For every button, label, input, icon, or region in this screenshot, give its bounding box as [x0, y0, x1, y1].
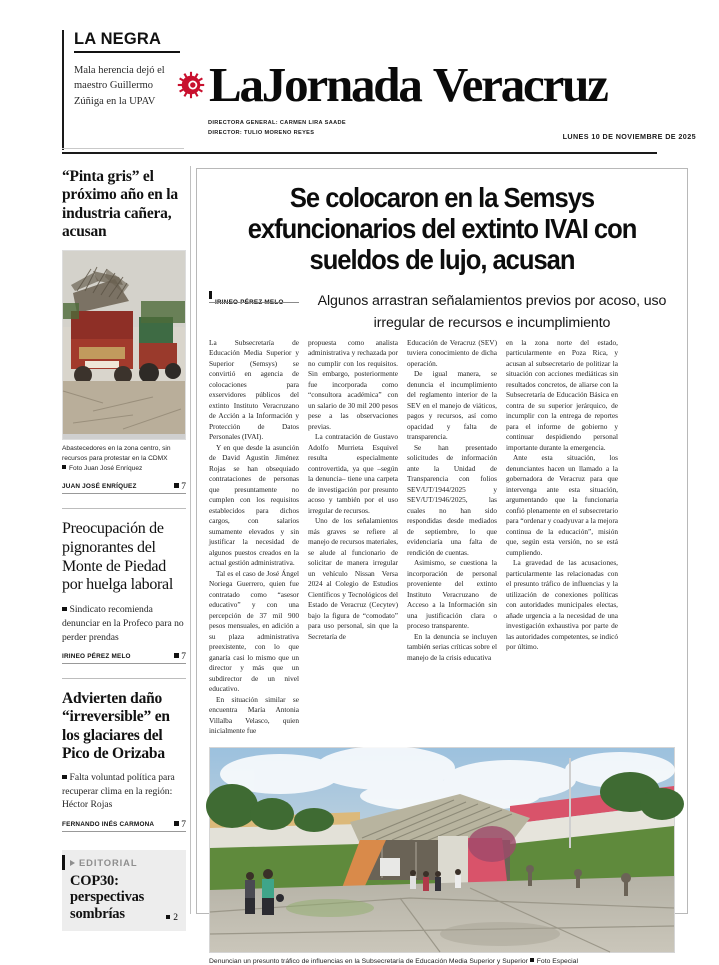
main-photo-caption: [209, 958, 675, 965]
brand-la: La: [209, 57, 262, 112]
sidebar-story-monte-de-piedad[interactable]: [62, 520, 186, 666]
brand-row: [176, 57, 696, 112]
sidebar-story3-byline: FERNANDO INÉS CARMONA: [62, 821, 155, 829]
byline-rule: [62, 663, 186, 664]
lead-row: [209, 291, 675, 334]
sidebar-story2-bullet-text: Sindicato recomienda denunciar en la Profeco para no perder prendas: [62, 604, 184, 643]
page-bullet-icon: [174, 483, 179, 488]
brand-veracruz: Veracruz: [432, 57, 607, 112]
main-photo-caption-text: Denuncian un presunto tráfico de influencias en la Subsecretaría de Educación Media Superior y Superior: [209, 957, 528, 965]
kicker-block[interactable]: [62, 30, 182, 109]
sidebar-story2-bullet: [62, 603, 186, 644]
page-bullet-icon: [174, 821, 179, 826]
sidebar-story1-credit: Foto Juan José Enríquez: [69, 464, 143, 472]
brand-wordmark: [209, 57, 607, 112]
bullet-square-icon: [62, 607, 67, 612]
bullet-square-icon: [62, 465, 66, 469]
dateline: LUNES 10 DE NOVIEMBRE DE 2025: [562, 132, 696, 141]
byline-rule: [209, 302, 299, 303]
sidebar-divider-2: [62, 678, 186, 679]
kicker-deck: Mala herencia dejó el maestro Guillermo Zúñiga en la UPAV: [74, 65, 165, 107]
sidebar-story-glaciares[interactable]: [62, 690, 186, 834]
article-body-1: La Subsecretaría de Educación Media Superior y Superior (Semsys) se convirtió en agencia de colocaciones para exservidores públicos del extinto Instituto Veracruzano de Acción a la Información y Protección de Datos Personales (IVAI). Y en que desde la asunción de David Agustín Jiménez Rojas se han obsequiado contrataciones de personas que presuntamente no cumplen con los requisitos establecidos para dichos cargos, con salarios sumamente elevados y sin justificar la necesidad de algunos puestos creados en la actual gestión administrativa. Tal es el caso de José Ángel Noriega Guerrero, quien fue contratado como “asesor educativo” y con una percepción de 37 mil 900 pesos mensuales, en adición a su plaza administrativa preexistente, con lo que ganaría casi lo mismo que un director y más que un subdirector de un nivel educativo. En situación similar se encuentra María Antonia Villalba Velasco, quien inicialmente fue: [209, 337, 299, 736]
sidebar: [62, 168, 186, 931]
sidebar-story1-caption-text: Abastecedores en la zona centro, sin recursos para protestar en la CDMX: [62, 445, 171, 463]
sidebar-story2-headline: Preocupación de pignorantes del Monte de Piedad por huelga laboral: [62, 519, 173, 594]
page-bullet-icon: [174, 653, 179, 658]
bullet-square-icon: [530, 958, 534, 962]
credit-director-general: DIRECTORA GENERAL: CARMEN LIRA SAADE: [208, 120, 346, 126]
page-number: 2: [173, 912, 178, 923]
editorial-tag: [70, 857, 178, 868]
article-column-4: [506, 338, 618, 737]
byline-rule: [62, 831, 186, 832]
sidebar-story3-bullet-text: Falta voluntad política para recuperar clima en la región: Héctor Rojas: [62, 772, 175, 811]
sidebar-story2-page[interactable]: [174, 652, 186, 662]
masthead-rule: [62, 152, 657, 154]
brand-jornada: Jornada: [261, 57, 421, 112]
editorial-box[interactable]: [62, 850, 186, 931]
sidebar-story1-photo: [62, 250, 186, 440]
article-body-3: Educación de Veracruz (SEV) tuviera conocimiento de dicha operación. De igual manera, se denuncia el incumplimiento del reglamento interior de la SEV en el manejo de viáticos, pagos y recursos, así como opacidad y falta de transparencia. Se han presentado solicitudes de información ante la Unidad de Transparencia con folios SEV/UT/1944/2025 y SEV/UT/1946/2025, las cuales no han sido respondidas desde mediados de septiembre, lo que evidenciaría una falta de rendición de cuentas. Asimismo, se cuestiona la incorporación de personal proveniente del extinto Instituto Veracruzano de Acceso a la Información sin una justificación clara o proceso transparente. En la denuncia se incluyen también serias críticas sobre el manejo de la crisis educativa: [407, 337, 497, 662]
masthead: [0, 0, 719, 156]
sidebar-divider: [190, 166, 191, 914]
article-column-3: [407, 338, 497, 737]
masthead-credits: [208, 119, 346, 139]
article-columns: [209, 338, 675, 737]
sidebar-story1-caption: [62, 444, 186, 474]
page-number: 7: [181, 820, 186, 831]
sidebar-story1-page[interactable]: [174, 482, 186, 492]
editorial-tag-label: EDITORIAL: [79, 857, 138, 869]
sidebar-story1-byline: JUAN JOSÉ ENRÍQUEZ: [62, 482, 137, 490]
page-number: 7: [181, 481, 186, 492]
editorial-page[interactable]: [166, 913, 178, 923]
sidebar-story2-byline: IRINEO PÉREZ MELO: [62, 653, 131, 661]
main-headline: Se colocaron en la Semsys exfuncionarios del extinto IVAI con sueldos de lujo, acusan: [247, 182, 637, 275]
main-photo-credit: Foto Especial: [536, 957, 578, 965]
triangle-right-icon: [70, 860, 75, 866]
article-column-1: [209, 338, 299, 737]
page-bullet-icon: [166, 915, 170, 919]
sidebar-divider-1: [62, 508, 186, 509]
kicker-title: LA NEGRA: [74, 30, 162, 48]
sidebar-story1-headline: “Pinta gris” el próximo año en la industria cañera, acusan: [62, 168, 178, 240]
sidebar-story-cane[interactable]: [62, 168, 186, 496]
sidebar-story2-byline-row: [62, 652, 186, 666]
editorial-accent-bar: [62, 855, 65, 870]
kicker-underline: [74, 51, 180, 53]
kicker-bottom-rule: [62, 148, 184, 149]
article-body-4: en la zona norte del estado, particularmente en Poza Rica, y acusan al subsecretario de politizar la situación con acciones mediáticas sin resultados concretos, de aliarse con la Subsecretaría de Educación Básica en contra de su superior jerárquico, de incumplir con la entrega de reportes para el informe de gobierno y continuar despidiendo personal importante durante la emergencia. Ante esta situación, los denunciantes hacen un llamado a la gobernadora de Veracruz para que intervenga ante esta situación, argumentando que la funcionaria confió plenamente en el subsecretario para “ordenar y coadyuvar a la mejora continua de la educación”, misión que, según esta versión, no se está cumpliendo. La gravedad de las acusaciones, particularmente las relacionadas con el presunto tráfico de influencias y la utilización de conexiones políticas con autoridades municipales electas, añade urgencia a la necesidad de una investigación exhaustiva por parte de las autoridades competentes, se indicó por último.: [506, 337, 618, 652]
main-article[interactable]: [196, 168, 688, 965]
sidebar-story3-headline: Advierten daño “irreversible” en los glaciares del Pico de Orizaba: [62, 690, 170, 762]
main-byline-row: [209, 291, 299, 304]
editorial-title: COP30: perspectivas sombrías: [70, 873, 145, 922]
credit-director: DIRECTOR: TULIO MORENO REYES: [208, 129, 315, 136]
article-body-2: propuesta como analista administrativa y rechazada por no cumplir con los requisitos. Sin embargo, posteriormente fue incorporada como “consultora académica” con un salario de 30 mil 200 pesos pese a las observaciones previas. La contratación de Gustavo Adolfo Murrieta Esquivel resulta especialmente controvertida, ya que –según la denuncia– tiene una carpeta de investigación por presunto acoso y también por el uso irregular de recursos. Uno de los señalamientos más graves se refiere al manejo de recursos materiales, se alude al funcionario de solicitar de manera irregular un vehículo Nissan Versa 2024 al Colegio de Estudios Científicos y Tecnológicos del Estado de Veracruz (Cecytev) bajo la figura de “comodato” para uso personal, sin que la Secretaría de: [308, 337, 398, 641]
main-photo: [209, 747, 675, 953]
brand-block[interactable]: [176, 57, 696, 141]
bullet-square-icon: [62, 775, 67, 780]
sun-gear-logo-icon: [176, 70, 206, 100]
byline-rule: [62, 493, 186, 494]
article-column-2: [308, 338, 398, 737]
byline-marker-icon: [209, 291, 212, 299]
page-number: 7: [181, 652, 186, 663]
sidebar-story3-bullet: [62, 771, 186, 812]
sidebar-story1-byline-row: [62, 482, 186, 496]
main-subdeck: Algunos arrastran señalamientos previos por acoso, uso irregular de recursos e incumplimiento: [317, 293, 667, 331]
lead-byline-col: [209, 291, 299, 334]
sidebar-story3-byline-row: [62, 820, 186, 834]
sidebar-story3-page[interactable]: [174, 820, 186, 830]
